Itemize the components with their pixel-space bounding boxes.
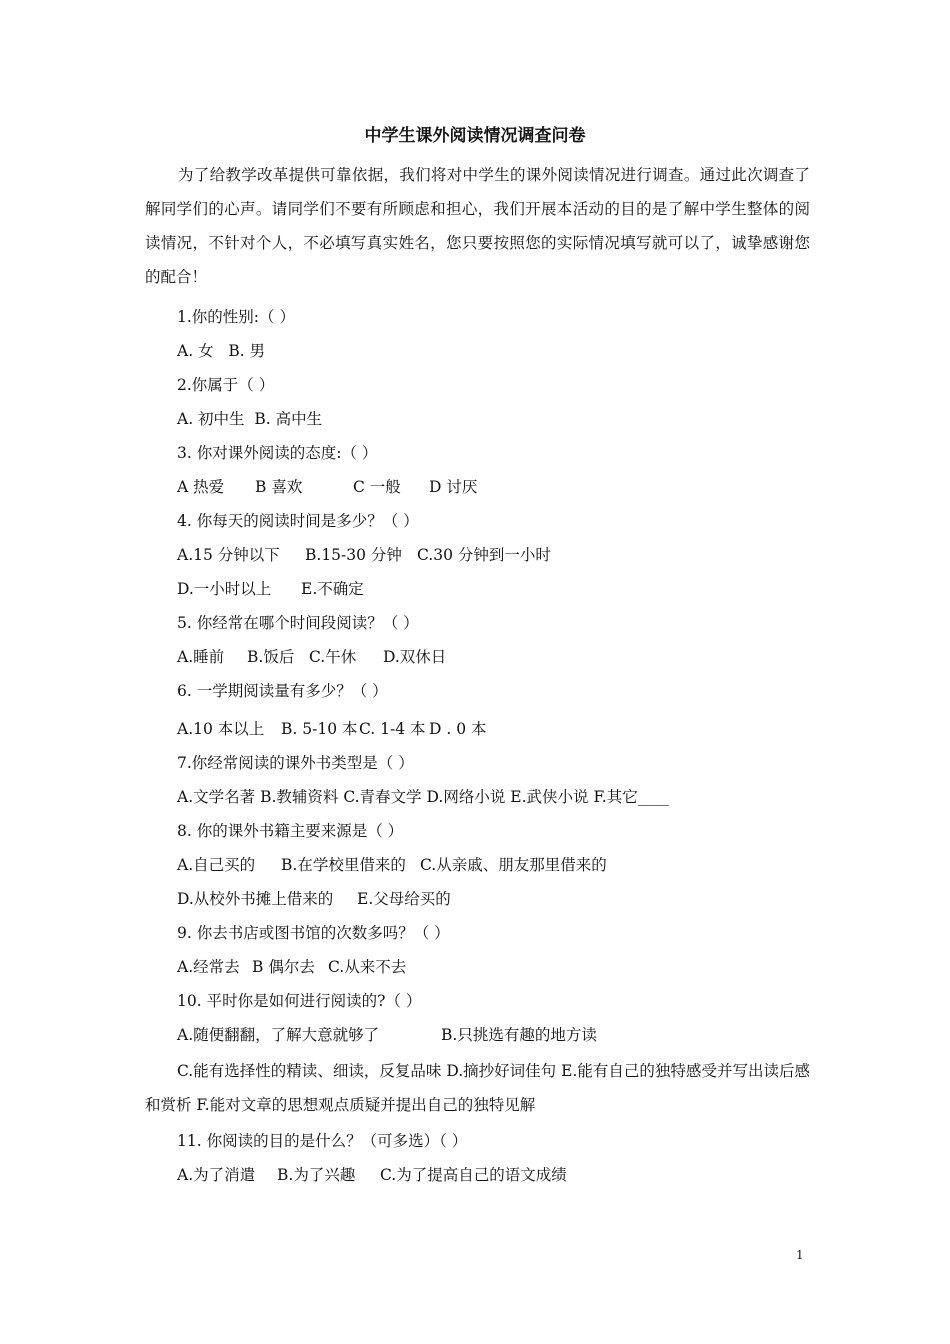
question-5: 5. 你经常在哪个时间段阅读？（ ） — [177, 614, 419, 632]
question-2: 2.你属于（ ） — [177, 376, 275, 394]
option: B. 5-10 本 — [281, 720, 358, 738]
option: E.武侠小说 — [510, 788, 589, 806]
option: F.其它____ — [593, 788, 669, 806]
option: B.教辅资料 — [260, 788, 339, 806]
question-8: 8. 你的课外书籍主要来源是（ ） — [177, 822, 404, 840]
question-9-options — [177, 955, 406, 979]
option: A.随便翻翻，了解大意就够了 — [177, 1026, 380, 1044]
option: B. 高中生 — [254, 410, 323, 428]
intro-paragraph: 为了给教学改革提供可靠依据，我们将对中学生的课外阅读情况进行调查。通过此次调查了解同学们的心声。请同学们不要有所顾虑和担心，我们开展本活动的目的是了解中学生整体的阅读情况，不针对个人，不必填写真实姓名，您只要按照您的实际情况填写就可以了，诚挚感谢您的配合！ — [145, 166, 810, 286]
option: A.为了消遣 — [177, 1166, 256, 1184]
option: B 喜欢 — [255, 478, 303, 496]
option: A.文学名著 — [177, 788, 256, 806]
option: B 偶尔去 — [252, 958, 315, 976]
question-3-options — [177, 475, 477, 499]
question-10: 10. 平时你是如何进行阅读的?（ ） — [177, 992, 422, 1010]
option: C.从亲戚、朋友那里借来的 — [420, 856, 607, 874]
option: D . 0 本 — [429, 720, 487, 738]
option: B. 男 — [228, 342, 266, 360]
option: A 热爱 — [177, 478, 225, 496]
option: A. 女 — [177, 342, 214, 360]
question-6: 6. 一学期阅读量有多少？（ ） — [177, 682, 388, 700]
option: D.双休日 — [383, 648, 447, 666]
option: E.父母给买的 — [357, 890, 451, 908]
option: C 一般 — [353, 478, 401, 496]
question-6-options — [177, 717, 487, 741]
question-7-options — [177, 785, 669, 809]
option: C.青春文学 — [343, 788, 422, 806]
question-1-options — [177, 339, 265, 363]
option: C.为了提高自己的语文成绩 — [380, 1166, 567, 1184]
question-8-options — [177, 853, 607, 877]
page-title: 中学生课外阅读情况调查问卷 — [364, 126, 586, 146]
option: A.经常去 — [177, 958, 240, 976]
question-11-options — [177, 1163, 567, 1187]
question-7: 7.你经常阅读的课外书类型是（ ） — [177, 754, 414, 772]
option: A. 初中生 — [177, 410, 245, 428]
question-10-options-more: C.能有选择性的精读、细读，反复品味 D.摘抄好词佳句 E.能有自己的独特感受并写出读后感和赏析 F.能对文章的思想观点质疑并提出自己的独特见解 — [145, 1062, 810, 1114]
option: C.午休 — [309, 648, 357, 666]
option: D.从校外书摊上借来的 — [177, 890, 334, 908]
question-4-options-2 — [177, 577, 364, 601]
option: A.睡前 — [177, 648, 225, 666]
question-2-options — [177, 407, 322, 431]
option: D.一小时以上 — [177, 580, 272, 598]
option: C. 1-4 本 — [359, 720, 426, 738]
option: B.只挑选有趣的地方读 — [441, 1026, 597, 1044]
option: B.15-30 分钟 — [305, 546, 402, 564]
option: A.15 分钟以下 — [177, 546, 280, 564]
question-1: 1.你的性别:（ ） — [177, 308, 295, 326]
question-9: 9. 你去书店或图书馆的次数多吗？（ ） — [177, 924, 450, 942]
page-number: 1 — [796, 1248, 804, 1262]
question-4: 4. 你每天的阅读时间是多少？（ ） — [177, 512, 419, 530]
question-11: 11. 你阅读的目的是什么？（可多选）（ ） — [177, 1132, 468, 1150]
option: B.在学校里借来的 — [281, 856, 406, 874]
option: E.不确定 — [301, 580, 364, 598]
option: A.10 本以上 — [177, 720, 265, 738]
question-3: 3. 你对课外阅读的态度:（ ） — [177, 444, 378, 462]
question-10-options — [177, 1023, 597, 1047]
option: B.饭后 — [247, 648, 295, 666]
option: C.从来不去 — [328, 958, 407, 976]
question-4-options — [177, 543, 551, 567]
option: C.30 分钟到一小时 — [417, 546, 551, 564]
question-8-options-2 — [177, 887, 451, 911]
option: B.为了兴趣 — [277, 1166, 356, 1184]
option: A.自己买的 — [177, 856, 256, 874]
option: D.网络小说 — [426, 788, 506, 806]
question-5-options — [177, 645, 446, 669]
option: D 讨厌 — [429, 478, 478, 496]
